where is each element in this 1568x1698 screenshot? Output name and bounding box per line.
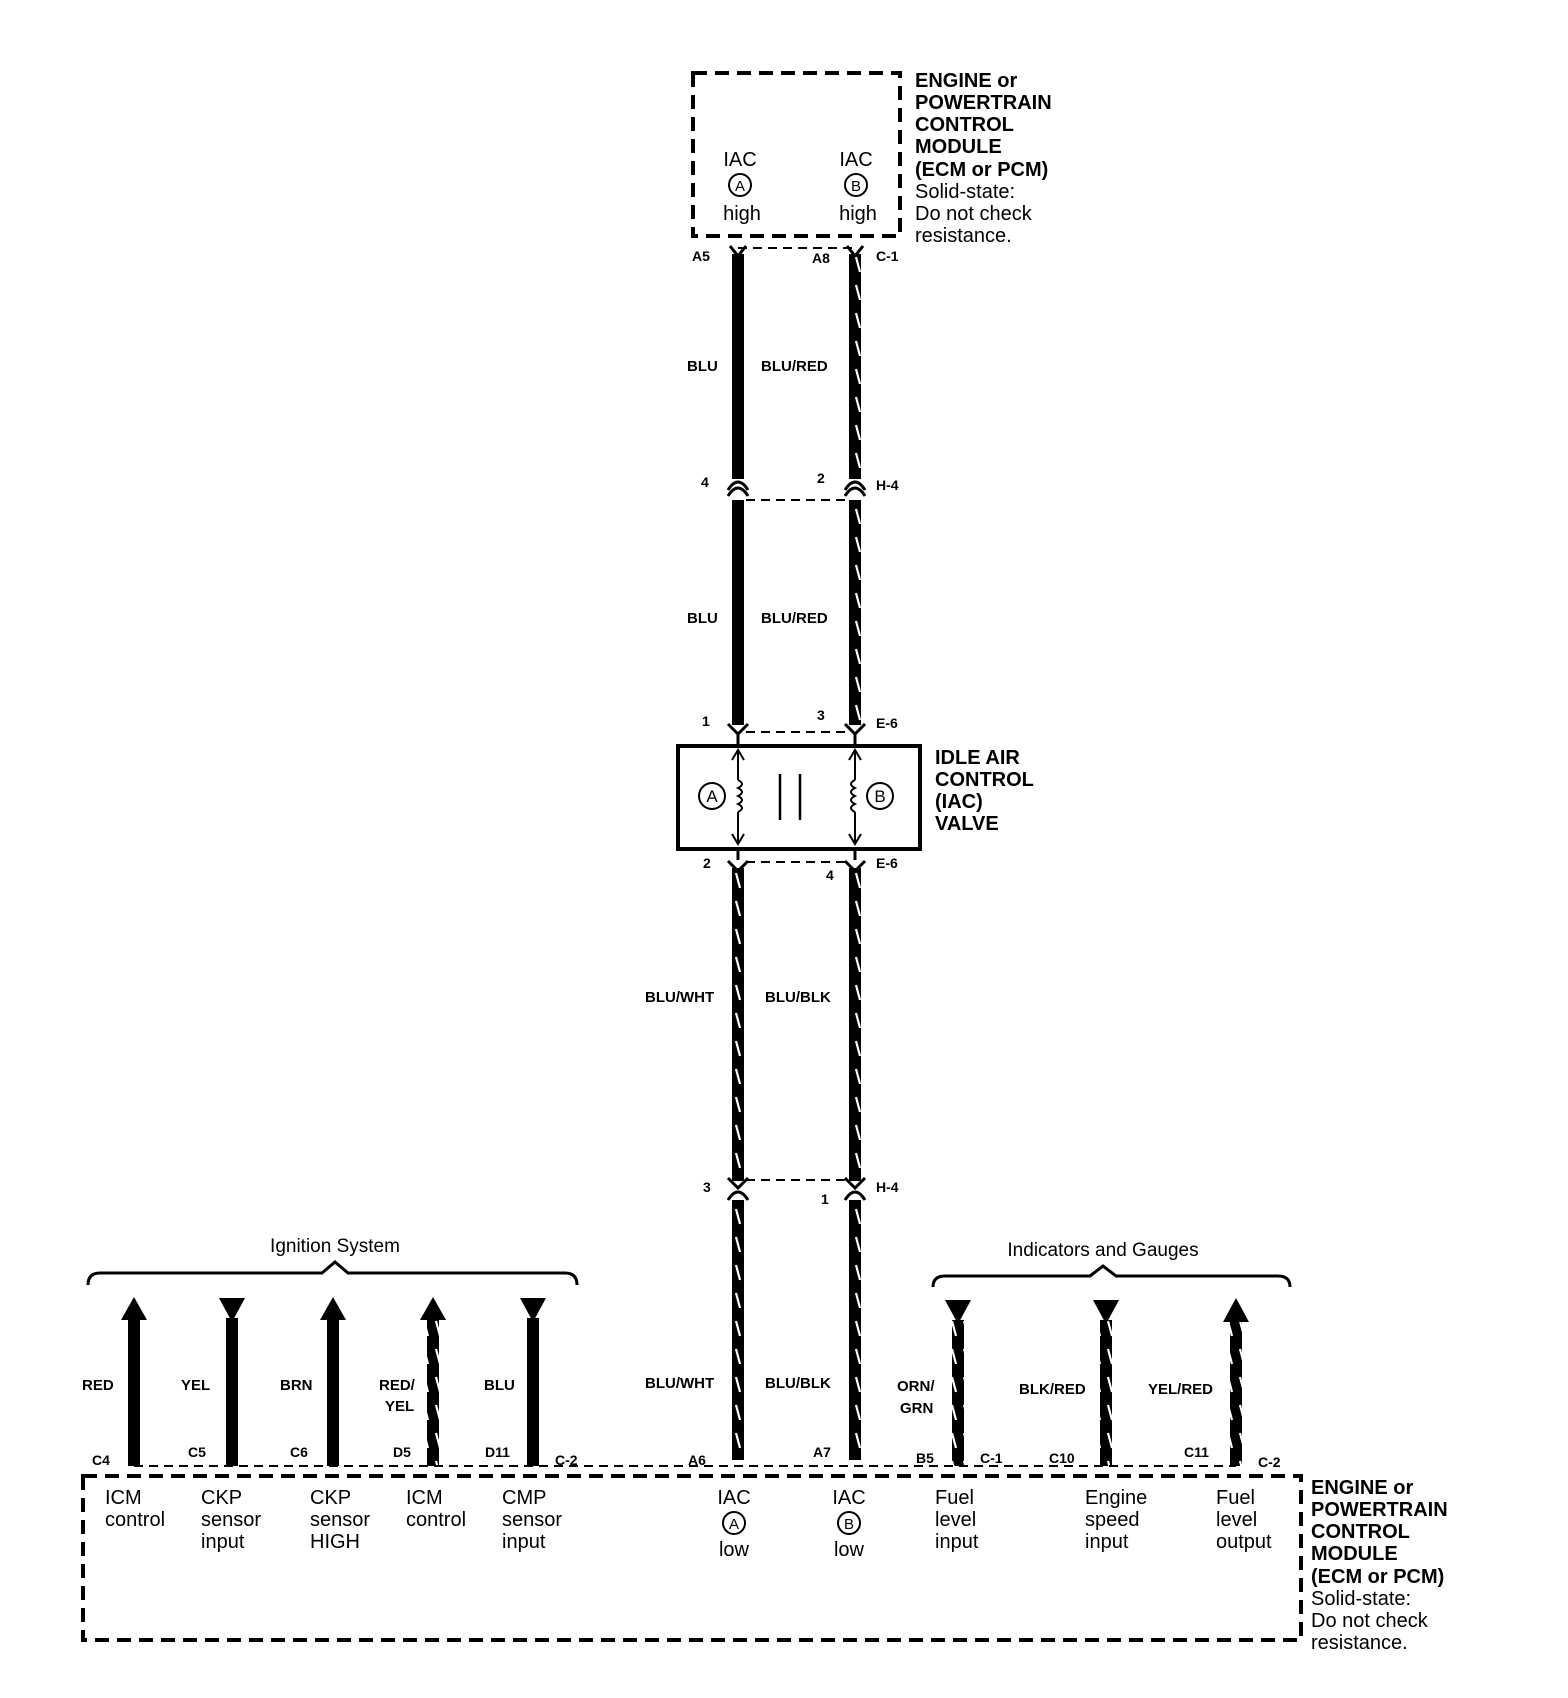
bottom-module-title-5: (ECM or PCM) <box>1311 1566 1445 1588</box>
wire-blu-wht-lower <box>732 868 744 1181</box>
circuit-label-8-1: Fuel <box>1216 1487 1255 1509</box>
circuit-label-6-3: input <box>935 1531 979 1553</box>
wire-blu-wht-bottom <box>732 1200 744 1460</box>
arrow-down-icon <box>520 1298 546 1322</box>
arrow-down-icon <box>219 1298 245 1322</box>
bottom-module-title-3: CONTROL <box>1311 1521 1410 1543</box>
wire-color-blu-blk-lower: BLU/BLK <box>765 989 831 1006</box>
circuit-label-7-2: speed <box>1085 1509 1140 1531</box>
h4-upper-name: H-4 <box>876 477 899 493</box>
ind-wire-3-pin: C11 <box>1184 1444 1209 1460</box>
bottom-module-note-3: resistance. <box>1311 1632 1408 1654</box>
ignition-system-group <box>82 1236 578 1468</box>
wire-yel-red-c11 <box>1230 1320 1242 1466</box>
circuit-label-2-3: input <box>201 1531 245 1553</box>
top-module-title-4: MODULE <box>915 136 1002 158</box>
ign-connector-c2: C-2 <box>555 1452 578 1468</box>
h4-upper-pin-left: 4 <box>701 474 709 490</box>
e6-top-name: E-6 <box>876 715 898 731</box>
h4-upper-pin-right: 2 <box>817 470 825 486</box>
wire-blu-mid <box>732 500 744 725</box>
h4-lower-pin-right: 1 <box>821 1191 829 1207</box>
h4-lower-name: H-4 <box>876 1179 899 1195</box>
ignition-brace <box>88 1262 577 1285</box>
iac-valve-title-4: VALVE <box>935 813 999 835</box>
ign-wire-5-pin: D11 <box>485 1444 510 1460</box>
top-module-title-3: CONTROL <box>915 114 1014 136</box>
circuit-label-4-1: ICM <box>406 1487 443 1509</box>
circuit-label-3-2: sensor <box>310 1509 371 1531</box>
connector-e6-top <box>702 707 898 746</box>
ign-wire-5-color: BLU <box>484 1377 515 1394</box>
circuit-label-8-2: level <box>1216 1509 1258 1531</box>
iac-valve-title-2: CONTROL <box>935 769 1034 791</box>
wire-yel-c5 <box>226 1318 238 1466</box>
connector-h4-upper <box>701 470 899 500</box>
e6-bottom-pin-left: 2 <box>703 855 711 871</box>
top-pin-a-label: IAC <box>723 149 757 171</box>
circuit-label-5-2: sensor <box>502 1509 563 1531</box>
circuit-label-5-3: input <box>502 1531 546 1553</box>
wire-blu-upper <box>732 254 744 479</box>
top-module-note-2: Do not check <box>915 203 1032 225</box>
iac-a-low-level: low <box>718 1539 750 1561</box>
top-pin-b-letter: B <box>850 178 862 195</box>
wire-blu-d11 <box>527 1318 539 1466</box>
ind-wire-1-pin: B5 <box>916 1450 934 1466</box>
iac-valve-title-1: IDLE AIR <box>935 747 1020 769</box>
wire-color-blu-upper: BLU <box>687 358 718 375</box>
wire-color-blu-mid: BLU <box>687 610 718 627</box>
e6-bottom-pin-right: 4 <box>826 867 834 883</box>
top-module-note-1: Solid-state: <box>915 181 1016 203</box>
coil-b-letter: B <box>874 787 886 806</box>
wire-color-blu-wht-bottom: BLU/WHT <box>645 1375 715 1392</box>
circuit-label-8-3: output <box>1216 1531 1272 1553</box>
ind-wire-3-color: YEL/RED <box>1148 1381 1214 1398</box>
wire-orn-grn-b5 <box>952 1320 964 1466</box>
circuit-label-3-3: HIGH <box>310 1531 360 1553</box>
iac-valve <box>678 746 1034 849</box>
arrow-up-icon <box>420 1297 446 1320</box>
top-pin-b-level: high <box>839 203 877 225</box>
ign-wire-1-pin: C4 <box>92 1452 110 1468</box>
ind-wire-1-color-1: ORN/ <box>897 1378 935 1395</box>
iac-a-low-letter: A <box>728 1516 740 1533</box>
ind-wire-1-connector: C-1 <box>980 1450 1003 1466</box>
top-pin-a5: A5 <box>692 248 710 264</box>
wire-blu-red-mid <box>849 500 861 725</box>
arrow-up-icon <box>320 1297 346 1320</box>
bottom-module-title-4: MODULE <box>1311 1543 1398 1565</box>
circuit-label-7-3: input <box>1085 1531 1129 1553</box>
circuit-label-5-1: CMP <box>502 1487 547 1509</box>
upper-wire-segment <box>687 246 863 479</box>
top-pin-a8: A8 <box>812 250 830 266</box>
bottom-module-note-2: Do not check <box>1311 1610 1428 1632</box>
top-module-title-1: ENGINE or <box>915 70 1018 92</box>
top-module-title-5: (ECM or PCM) <box>915 159 1049 181</box>
iac-valve-title-3: (IAC) <box>935 791 983 813</box>
top-control-module <box>692 70 1052 266</box>
indicators-title: Indicators and Gauges <box>1007 1240 1199 1261</box>
ind-wire-3-connector: C-2 <box>1258 1454 1281 1470</box>
h4-lower-pin-left: 3 <box>703 1179 711 1195</box>
ign-wire-4-color-1: RED/ <box>379 1377 415 1394</box>
ign-wire-2-pin: C5 <box>188 1444 206 1460</box>
ign-wire-3-color: BRN <box>280 1377 313 1394</box>
circuit-label-2-1: CKP <box>201 1487 243 1509</box>
ign-wire-4-color-2: YEL <box>385 1398 415 1415</box>
indicators-brace <box>933 1266 1290 1287</box>
top-pin-a-letter: A <box>734 178 746 195</box>
wire-blu-red-upper <box>849 254 861 479</box>
coil-a-letter: A <box>706 787 718 806</box>
wire-color-blu-wht-lower: BLU/WHT <box>645 989 715 1006</box>
bottom-control-module <box>83 1476 1448 1654</box>
wire-brn-c6 <box>327 1318 339 1466</box>
wire-red-yel-d5 <box>427 1318 439 1466</box>
ind-wire-2-color: BLK/RED <box>1019 1381 1086 1398</box>
wire-blu-blk-lower <box>849 868 861 1181</box>
wire-color-blu-red-upper: BLU/RED <box>761 358 828 375</box>
top-module-title-2: POWERTRAIN <box>915 92 1052 114</box>
circuit-label-2-2: sensor <box>201 1509 262 1531</box>
circuit-label-7-1: Engine <box>1085 1487 1148 1509</box>
e6-top-pin-right: 3 <box>817 707 825 723</box>
wire-color-blu-blk-bottom: BLU/BLK <box>765 1375 831 1392</box>
wire-blu-blk-bottom <box>849 1200 861 1460</box>
ign-wire-2-color: YEL <box>181 1377 211 1394</box>
iac-a-low-label: IAC <box>717 1487 751 1509</box>
circuit-label-4-2: control <box>406 1509 467 1531</box>
iac-b-low-letter: B <box>843 1516 855 1533</box>
circuit-label-6-2: level <box>935 1509 977 1531</box>
wire-color-blu-red-mid: BLU/RED <box>761 610 828 627</box>
ign-wire-3-pin: C6 <box>290 1444 308 1460</box>
e6-top-pin-left: 1 <box>702 713 710 729</box>
bottom-module-title-2: POWERTRAIN <box>1311 1499 1448 1521</box>
circuit-label-1-1: ICM <box>105 1487 142 1509</box>
indicators-gauges-group <box>897 1240 1290 1470</box>
lower-wire-segment <box>645 868 861 1181</box>
bottom-module-title-1: ENGINE or <box>1311 1477 1414 1499</box>
arrow-up-icon <box>1223 1298 1249 1322</box>
ignition-system-title: Ignition System <box>270 1236 400 1257</box>
top-pin-b-label: IAC <box>839 149 873 171</box>
top-module-note-3: resistance. <box>915 225 1012 247</box>
ign-wire-1-color: RED <box>82 1377 114 1394</box>
iac-b-low-level: low <box>833 1539 865 1561</box>
arrow-down-icon <box>945 1300 971 1324</box>
arrow-up-icon <box>121 1297 147 1320</box>
e6-bottom-name: E-6 <box>876 855 898 871</box>
bottom-wire-segment <box>645 1200 861 1460</box>
pin-a7: A7 <box>813 1444 831 1460</box>
ind-wire-2-pin: C10 <box>1049 1450 1075 1466</box>
circuit-label-1-2: control <box>105 1509 166 1531</box>
circuit-label-6-1: Fuel <box>935 1487 974 1509</box>
top-pin-a-level: high <box>723 203 761 225</box>
mid-wire-segment <box>687 500 861 725</box>
circuit-label-3-1: CKP <box>310 1487 352 1509</box>
arrow-down-icon <box>1093 1300 1119 1324</box>
pin-a6: A6 <box>688 1452 706 1468</box>
wire-red-c4 <box>128 1318 140 1466</box>
iac-b-low-label: IAC <box>832 1487 866 1509</box>
ign-wire-4-pin: D5 <box>393 1444 411 1460</box>
top-connector-c1: C-1 <box>876 248 899 264</box>
ind-wire-1-color-2: GRN <box>900 1400 934 1417</box>
bottom-module-note-1: Solid-state: <box>1311 1588 1412 1610</box>
wire-blk-red-c10 <box>1100 1320 1112 1466</box>
